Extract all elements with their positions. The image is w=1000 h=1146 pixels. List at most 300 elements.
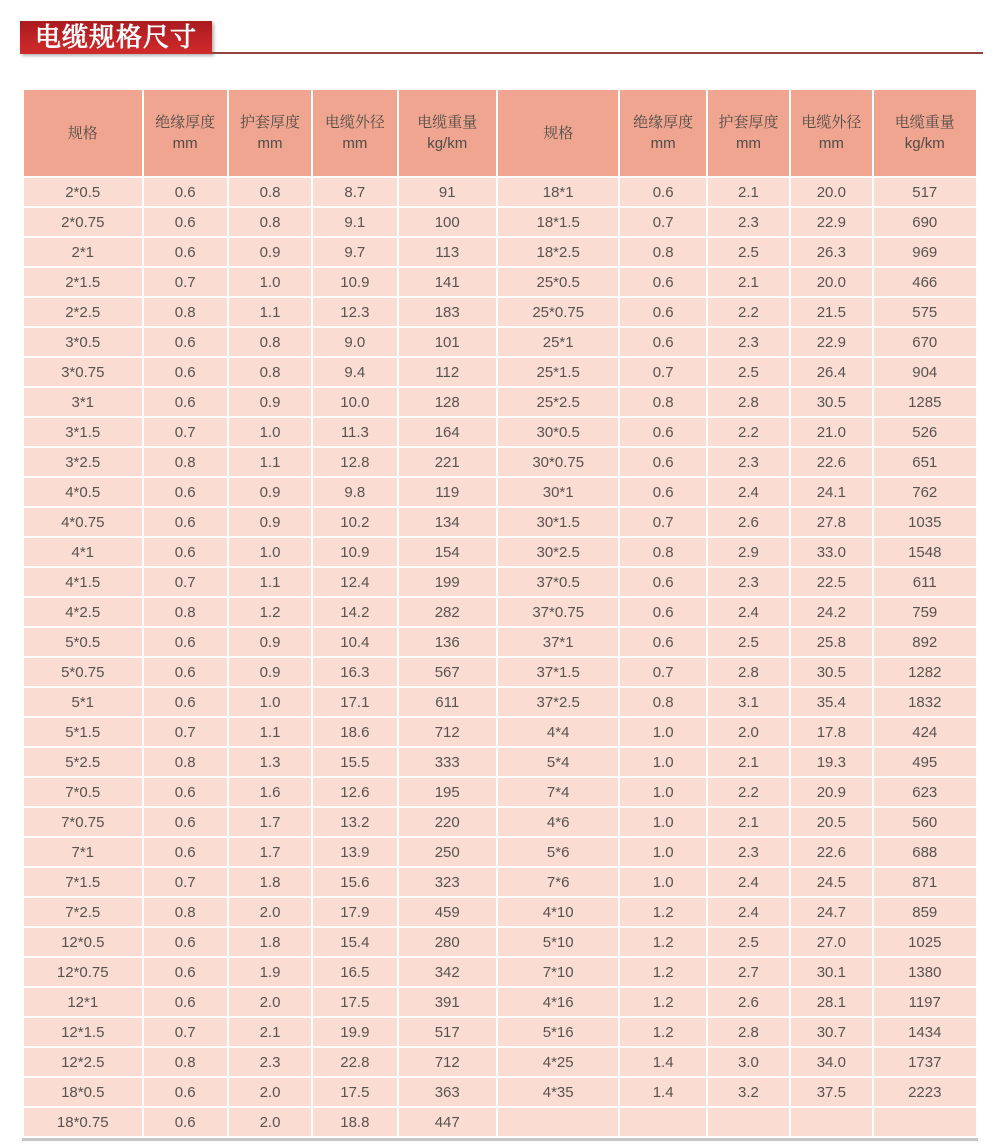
value-cell: 0.6 xyxy=(144,778,227,806)
value-cell: 30.5 xyxy=(791,388,871,416)
value-cell: 904 xyxy=(874,358,977,386)
value-cell: 164 xyxy=(399,418,496,446)
value-cell: 18.6 xyxy=(313,718,396,746)
value-cell: 342 xyxy=(399,958,496,986)
value-cell: 1548 xyxy=(874,538,977,566)
value-cell: 0.8 xyxy=(144,898,227,926)
spec-cell: 3*1.5 xyxy=(24,418,142,446)
value-cell: 30.1 xyxy=(791,958,871,986)
value-cell: 199 xyxy=(399,568,496,596)
spec-cell: 5*0.75 xyxy=(24,658,142,686)
value-cell: 0.6 xyxy=(620,418,705,446)
value-cell: 17.1 xyxy=(313,688,396,716)
value-cell: 2.3 xyxy=(708,328,789,356)
value-cell: 1.7 xyxy=(229,838,311,866)
spec-cell: 12*2.5 xyxy=(24,1048,142,1076)
value-cell: 282 xyxy=(399,598,496,626)
value-cell: 0.6 xyxy=(144,208,227,236)
value-cell: 712 xyxy=(399,1048,496,1076)
spec-cell: 37*1 xyxy=(498,628,619,656)
table-row xyxy=(24,508,976,536)
value-cell: 12.4 xyxy=(313,568,396,596)
value-cell: 2.5 xyxy=(708,238,789,266)
value-cell: 10.4 xyxy=(313,628,396,656)
spec-cell: 37*2.5 xyxy=(498,688,619,716)
spec-cell: 12*0.75 xyxy=(24,958,142,986)
header-unit: mm xyxy=(342,135,368,152)
value-cell: 0.7 xyxy=(144,568,227,596)
value-cell: 0.6 xyxy=(620,328,705,356)
header-unit: mm xyxy=(172,135,198,152)
header-cell-r3 xyxy=(791,90,871,176)
value-cell: 2.1 xyxy=(708,268,789,296)
value-cell: 128 xyxy=(399,388,496,416)
value-cell: 567 xyxy=(399,658,496,686)
spec-cell: 4*0.75 xyxy=(24,508,142,536)
header-unit: kg/km xyxy=(427,135,468,152)
value-cell: 1832 xyxy=(874,688,977,716)
spec-cell: 12*1 xyxy=(24,988,142,1016)
header-row xyxy=(24,90,976,176)
header-cell-r0 xyxy=(498,90,619,176)
spec-cell: 7*1.5 xyxy=(24,868,142,896)
value-cell: 10.2 xyxy=(313,508,396,536)
value-cell: 13.2 xyxy=(313,808,396,836)
table-row xyxy=(24,988,976,1016)
value-cell: 0.9 xyxy=(229,478,311,506)
value-cell: 0.6 xyxy=(620,628,705,656)
value-cell: 20.5 xyxy=(791,808,871,836)
value-cell: 323 xyxy=(399,868,496,896)
value-cell: 100 xyxy=(399,208,496,236)
value-cell: 1380 xyxy=(874,958,977,986)
table-row xyxy=(24,1108,976,1136)
spec-cell: 7*1 xyxy=(24,838,142,866)
value-cell: 0.6 xyxy=(144,538,227,566)
value-cell: 22.6 xyxy=(791,448,871,476)
header-title: 电缆外径 xyxy=(324,114,385,131)
spec-cell: 30*0.75 xyxy=(498,448,619,476)
value-cell: 2.5 xyxy=(708,628,789,656)
spec-cell: 18*1 xyxy=(498,178,619,206)
value-cell: 517 xyxy=(399,1018,496,1046)
table-row xyxy=(24,628,976,656)
value-cell: 1285 xyxy=(874,388,977,416)
value-cell: 0.6 xyxy=(620,298,705,326)
value-cell: 12.3 xyxy=(313,298,396,326)
value-cell: 141 xyxy=(399,268,496,296)
value-cell: 1.0 xyxy=(620,718,705,746)
header-cell-r1 xyxy=(620,90,705,176)
value-cell: 1.0 xyxy=(620,748,705,776)
spec-cell: 7*2.5 xyxy=(24,898,142,926)
value-cell: 1.6 xyxy=(229,778,311,806)
value-cell: 0.8 xyxy=(144,1048,227,1076)
value-cell: 1.0 xyxy=(229,538,311,566)
value-cell: 2.7 xyxy=(708,958,789,986)
table-row xyxy=(24,208,976,236)
value-cell: 3.2 xyxy=(708,1078,789,1106)
value-cell: 0.9 xyxy=(229,388,311,416)
value-cell: 20.9 xyxy=(791,778,871,806)
table-row xyxy=(24,388,976,416)
spec-cell: 18*1.5 xyxy=(498,208,619,236)
value-cell: 2223 xyxy=(874,1078,977,1106)
value-cell: 12.6 xyxy=(313,778,396,806)
value-cell: 2.4 xyxy=(708,598,789,626)
value-cell: 12.8 xyxy=(313,448,396,476)
spec-cell: 4*4 xyxy=(498,718,619,746)
spec-table-wrap xyxy=(22,88,978,1138)
value-cell: 0.8 xyxy=(620,688,705,716)
value-cell: 8.7 xyxy=(313,178,396,206)
spec-cell: 7*10 xyxy=(498,958,619,986)
spec-cell: 2*0.5 xyxy=(24,178,142,206)
value-cell: 2.8 xyxy=(708,388,789,416)
spec-cell: 25*2.5 xyxy=(498,388,619,416)
value-cell: 759 xyxy=(874,598,977,626)
value-cell: 20.0 xyxy=(791,268,871,296)
spec-cell: 4*1.5 xyxy=(24,568,142,596)
spec-cell: 37*1.5 xyxy=(498,658,619,686)
value-cell: 969 xyxy=(874,238,977,266)
page-title: 电缆规格尺寸 xyxy=(20,21,212,54)
spec-cell: 2*2.5 xyxy=(24,298,142,326)
table-row xyxy=(24,1078,976,1106)
value-cell: 2.5 xyxy=(708,928,789,956)
value-cell: 0.6 xyxy=(620,178,705,206)
value-cell: 16.3 xyxy=(313,658,396,686)
header-cell-l3 xyxy=(313,90,396,176)
spec-cell: 5*0.5 xyxy=(24,628,142,656)
value-cell: 0.6 xyxy=(144,628,227,656)
spec-cell: 4*25 xyxy=(498,1048,619,1076)
value-cell: 24.2 xyxy=(791,598,871,626)
value-cell: 575 xyxy=(874,298,977,326)
value-cell: 871 xyxy=(874,868,977,896)
value-cell: 1.4 xyxy=(620,1078,705,1106)
spec-cell: 5*2.5 xyxy=(24,748,142,776)
spec-cell: 30*1 xyxy=(498,478,619,506)
header-unit: mm xyxy=(818,135,844,152)
value-cell: 22.9 xyxy=(791,328,871,356)
header-cell-l1 xyxy=(144,90,227,176)
value-cell: 21.5 xyxy=(791,298,871,326)
value-cell: 24.5 xyxy=(791,868,871,896)
value-cell: 0.6 xyxy=(620,598,705,626)
value-cell: 1.2 xyxy=(620,958,705,986)
spec-cell: 7*4 xyxy=(498,778,619,806)
value-cell: 10.9 xyxy=(313,538,396,566)
table-row xyxy=(24,1018,976,1046)
value-cell: 15.5 xyxy=(313,748,396,776)
value-cell: 1025 xyxy=(874,928,977,956)
value-cell: 611 xyxy=(399,688,496,716)
value-cell: 10.9 xyxy=(313,268,396,296)
value-cell: 0.6 xyxy=(144,328,227,356)
value-cell: 1.1 xyxy=(229,568,311,596)
value-cell: 333 xyxy=(399,748,496,776)
title-area xyxy=(0,0,1000,88)
value-cell: 113 xyxy=(399,238,496,266)
value-cell: 1.4 xyxy=(620,1048,705,1076)
spec-cell: 3*0.75 xyxy=(24,358,142,386)
value-cell: 13.9 xyxy=(313,838,396,866)
value-cell: 1.2 xyxy=(620,928,705,956)
value-cell: 37.5 xyxy=(791,1078,871,1106)
table-row xyxy=(24,718,976,746)
value-cell: 2.3 xyxy=(708,208,789,236)
value-cell: 2.0 xyxy=(229,898,311,926)
spec-cell: 37*0.75 xyxy=(498,598,619,626)
value-cell: 0.6 xyxy=(144,928,227,956)
value-cell: 101 xyxy=(399,328,496,356)
value-cell: 391 xyxy=(399,988,496,1016)
value-cell: 1434 xyxy=(874,1018,977,1046)
value-cell xyxy=(874,1108,977,1136)
value-cell xyxy=(791,1108,871,1136)
header-title: 护套厚度 xyxy=(718,114,779,131)
spec-cell: 4*1 xyxy=(24,538,142,566)
table-bottom-edge xyxy=(22,1138,978,1141)
value-cell: 10.0 xyxy=(313,388,396,416)
value-cell: 0.8 xyxy=(144,298,227,326)
value-cell: 14.2 xyxy=(313,598,396,626)
value-cell: 183 xyxy=(399,298,496,326)
value-cell: 670 xyxy=(874,328,977,356)
value-cell: 611 xyxy=(874,568,977,596)
value-cell: 9.8 xyxy=(313,478,396,506)
value-cell: 1.3 xyxy=(229,748,311,776)
spec-cell: 7*0.5 xyxy=(24,778,142,806)
value-cell: 26.3 xyxy=(791,238,871,266)
header-title: 电缆重量 xyxy=(417,114,478,131)
header-title: 电缆外径 xyxy=(801,114,862,131)
value-cell: 1.2 xyxy=(620,898,705,926)
value-cell: 119 xyxy=(399,478,496,506)
value-cell: 34.0 xyxy=(791,1048,871,1076)
table-row xyxy=(24,568,976,596)
table-row xyxy=(24,898,976,926)
value-cell: 136 xyxy=(399,628,496,656)
table-row xyxy=(24,448,976,476)
value-cell: 0.6 xyxy=(144,358,227,386)
value-cell: 447 xyxy=(399,1108,496,1136)
header-cell-r4 xyxy=(874,90,977,176)
spec-cell: 25*0.5 xyxy=(498,268,619,296)
value-cell: 250 xyxy=(399,838,496,866)
header-title: 绝缘厚度 xyxy=(633,114,694,131)
value-cell xyxy=(708,1108,789,1136)
value-cell: 22.9 xyxy=(791,208,871,236)
value-cell: 9.4 xyxy=(313,358,396,386)
value-cell: 0.6 xyxy=(144,808,227,836)
table-row xyxy=(24,808,976,836)
header-cell-r2 xyxy=(708,90,789,176)
value-cell: 2.0 xyxy=(229,1108,311,1136)
value-cell: 1282 xyxy=(874,658,977,686)
header-cell-l2 xyxy=(229,90,311,176)
value-cell: 2.2 xyxy=(708,418,789,446)
value-cell: 28.1 xyxy=(791,988,871,1016)
value-cell xyxy=(620,1108,705,1136)
value-cell: 1.9 xyxy=(229,958,311,986)
value-cell: 18.8 xyxy=(313,1108,396,1136)
value-cell: 2.5 xyxy=(708,358,789,386)
spec-cell: 25*1.5 xyxy=(498,358,619,386)
value-cell: 30.5 xyxy=(791,658,871,686)
value-cell: 2.2 xyxy=(708,778,789,806)
value-cell: 0.8 xyxy=(144,748,227,776)
value-cell: 0.6 xyxy=(144,988,227,1016)
value-cell: 280 xyxy=(399,928,496,956)
spec-cell: 25*1 xyxy=(498,328,619,356)
value-cell: 1.1 xyxy=(229,298,311,326)
value-cell: 0.7 xyxy=(144,868,227,896)
value-cell: 27.8 xyxy=(791,508,871,536)
value-cell: 0.7 xyxy=(620,658,705,686)
value-cell: 0.6 xyxy=(620,448,705,476)
value-cell: 0.9 xyxy=(229,508,311,536)
spec-cell: 3*1 xyxy=(24,388,142,416)
value-cell: 2.3 xyxy=(229,1048,311,1076)
value-cell: 712 xyxy=(399,718,496,746)
table-row xyxy=(24,958,976,986)
spec-cell: 4*35 xyxy=(498,1078,619,1106)
spec-cell: 2*0.75 xyxy=(24,208,142,236)
value-cell: 0.7 xyxy=(620,208,705,236)
value-cell: 0.6 xyxy=(144,838,227,866)
value-cell: 2.1 xyxy=(229,1018,311,1046)
value-cell: 0.7 xyxy=(144,418,227,446)
header-title: 绝缘厚度 xyxy=(155,114,216,131)
value-cell: 2.1 xyxy=(708,748,789,776)
value-cell: 2.8 xyxy=(708,658,789,686)
spec-cell xyxy=(498,1108,619,1136)
value-cell: 0.8 xyxy=(620,388,705,416)
value-cell: 0.6 xyxy=(144,478,227,506)
spec-cell: 12*1.5 xyxy=(24,1018,142,1046)
value-cell: 0.6 xyxy=(144,178,227,206)
table-body xyxy=(24,178,976,1136)
value-cell: 762 xyxy=(874,478,977,506)
table-row xyxy=(24,928,976,956)
value-cell: 22.6 xyxy=(791,838,871,866)
value-cell: 21.0 xyxy=(791,418,871,446)
value-cell: 30.7 xyxy=(791,1018,871,1046)
spec-cell: 18*0.5 xyxy=(24,1078,142,1106)
value-cell: 859 xyxy=(874,898,977,926)
value-cell: 0.6 xyxy=(620,478,705,506)
value-cell: 1.8 xyxy=(229,868,311,896)
value-cell: 3.1 xyxy=(708,688,789,716)
value-cell: 19.9 xyxy=(313,1018,396,1046)
value-cell: 154 xyxy=(399,538,496,566)
spec-cell: 30*0.5 xyxy=(498,418,619,446)
value-cell: 20.0 xyxy=(791,178,871,206)
value-cell: 3.0 xyxy=(708,1048,789,1076)
value-cell: 24.7 xyxy=(791,898,871,926)
value-cell: 1737 xyxy=(874,1048,977,1076)
value-cell: 1.7 xyxy=(229,808,311,836)
table-row xyxy=(24,658,976,686)
value-cell: 9.7 xyxy=(313,238,396,266)
table-row xyxy=(24,268,976,296)
value-cell: 2.6 xyxy=(708,508,789,536)
value-cell: 0.6 xyxy=(144,508,227,536)
spec-cell: 5*10 xyxy=(498,928,619,956)
value-cell: 690 xyxy=(874,208,977,236)
value-cell: 363 xyxy=(399,1078,496,1106)
table-row xyxy=(24,478,976,506)
header-cell-l4 xyxy=(399,90,496,176)
value-cell: 17.8 xyxy=(791,718,871,746)
value-cell: 1.2 xyxy=(620,988,705,1016)
spec-cell: 4*0.5 xyxy=(24,478,142,506)
value-cell: 1.2 xyxy=(229,598,311,626)
value-cell: 0.6 xyxy=(620,268,705,296)
spec-cell: 37*0.5 xyxy=(498,568,619,596)
value-cell: 651 xyxy=(874,448,977,476)
value-cell: 526 xyxy=(874,418,977,446)
value-cell: 2.2 xyxy=(708,298,789,326)
value-cell: 19.3 xyxy=(791,748,871,776)
header-title: 电缆重量 xyxy=(894,114,955,131)
value-cell: 1.0 xyxy=(229,418,311,446)
value-cell: 1.0 xyxy=(229,268,311,296)
value-cell: 0.7 xyxy=(620,508,705,536)
value-cell: 0.8 xyxy=(144,598,227,626)
value-cell: 112 xyxy=(399,358,496,386)
value-cell: 0.6 xyxy=(144,238,227,266)
table-row xyxy=(24,778,976,806)
spec-cell: 5*4 xyxy=(498,748,619,776)
value-cell: 0.8 xyxy=(144,448,227,476)
value-cell: 2.6 xyxy=(708,988,789,1016)
value-cell: 25.8 xyxy=(791,628,871,656)
value-cell: 26.4 xyxy=(791,358,871,386)
value-cell: 1.1 xyxy=(229,718,311,746)
value-cell: 0.8 xyxy=(229,358,311,386)
header-unit: mm xyxy=(650,135,676,152)
value-cell: 15.6 xyxy=(313,868,396,896)
value-cell: 688 xyxy=(874,838,977,866)
header-unit: kg/km xyxy=(904,135,945,152)
spec-cell: 18*0.75 xyxy=(24,1108,142,1136)
value-cell: 1197 xyxy=(874,988,977,1016)
value-cell: 0.6 xyxy=(144,1108,227,1136)
table-row xyxy=(24,868,976,896)
spec-cell: 4*10 xyxy=(498,898,619,926)
value-cell: 22.5 xyxy=(791,568,871,596)
value-cell: 0.6 xyxy=(144,1078,227,1106)
value-cell: 1.1 xyxy=(229,448,311,476)
value-cell: 0.6 xyxy=(144,388,227,416)
spec-cell: 4*6 xyxy=(498,808,619,836)
spec-table xyxy=(22,88,978,1138)
table-row xyxy=(24,748,976,776)
spec-cell: 5*1.5 xyxy=(24,718,142,746)
spec-cell: 4*16 xyxy=(498,988,619,1016)
value-cell: 24.1 xyxy=(791,478,871,506)
header-unit: mm xyxy=(735,135,761,152)
value-cell: 17.5 xyxy=(313,1078,396,1106)
value-cell: 134 xyxy=(399,508,496,536)
value-cell: 17.5 xyxy=(313,988,396,1016)
value-cell: 1.0 xyxy=(229,688,311,716)
value-cell: 0.7 xyxy=(144,718,227,746)
value-cell: 1.0 xyxy=(620,868,705,896)
